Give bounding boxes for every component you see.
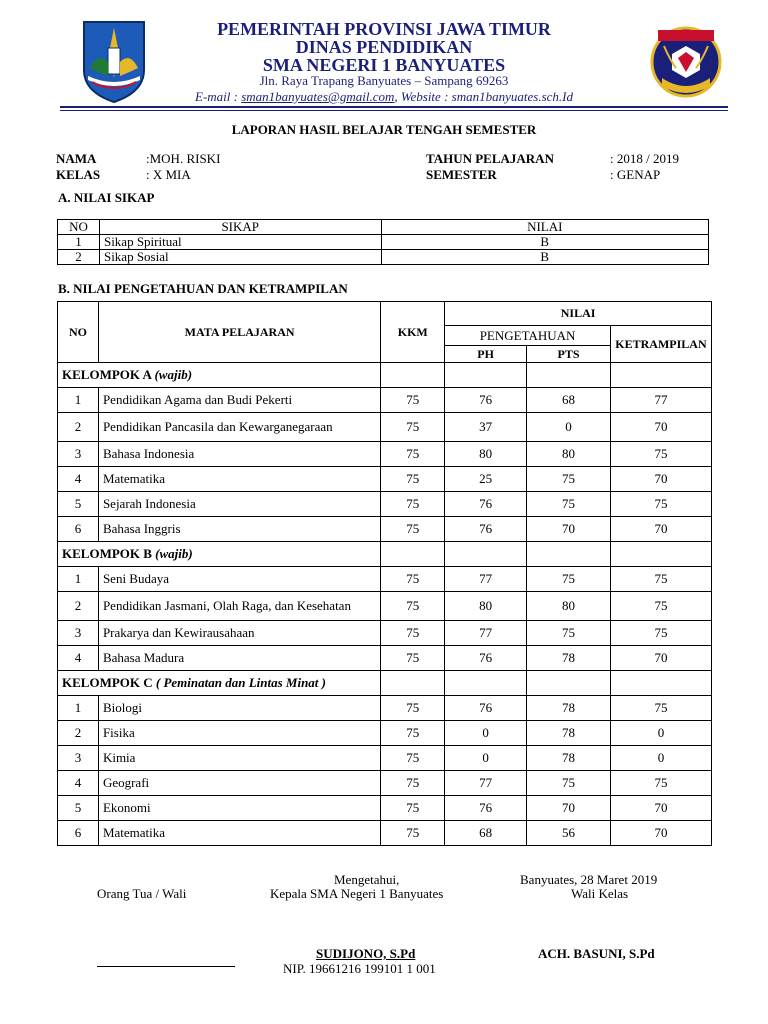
row-no: 2 (58, 721, 99, 746)
empty-cell (381, 363, 445, 388)
table-row (58, 696, 712, 721)
header-contact (0, 89, 768, 105)
col-sikap: SIKAP (99, 220, 381, 235)
row-ketrampilan: 70 (610, 821, 711, 846)
group-label (58, 542, 381, 567)
row-no: 4 (58, 771, 99, 796)
place-date: Banyuates, 28 Maret 2019 (520, 872, 658, 887)
row-ph: 76 (445, 796, 527, 821)
group-row (58, 671, 712, 696)
row-sikap: Sikap Spiritual (99, 235, 381, 250)
row-sikap: Sikap Sosial (99, 250, 381, 265)
grades-header-row-1 (58, 302, 712, 326)
row-ketrampilan: 70 (610, 646, 711, 671)
row-ph: 77 (445, 621, 527, 646)
row-kkm: 75 (381, 696, 445, 721)
report-title: LAPORAN HASIL BELAJAR TENGAH SEMESTER (231, 122, 537, 137)
kelas-value: : X MIA (146, 167, 191, 182)
table-row (58, 442, 712, 467)
row-mapel: Pendidikan Pancasila dan Kewarganegaraan (98, 413, 380, 442)
row-kkm: 75 (381, 721, 445, 746)
row-kkm: 75 (381, 492, 445, 517)
row-kkm: 75 (381, 771, 445, 796)
table-row (58, 821, 712, 846)
row-no: 4 (58, 646, 99, 671)
row-pts: 78 (527, 646, 611, 671)
table-row (58, 413, 712, 442)
empty-cell (445, 542, 527, 567)
tahun-value: : 2018 / 2019 (610, 151, 679, 166)
row-mapel: Bahasa Indonesia (98, 442, 380, 467)
row-ketrampilan: 75 (610, 621, 711, 646)
table-row (58, 388, 712, 413)
row-pts: 56 (527, 821, 611, 846)
header-address: Jln. Raya Trapang Banyuates – Sampang 69263 (259, 73, 509, 88)
col-kkm: KKM (381, 302, 445, 363)
empty-cell (381, 671, 445, 696)
row-kkm: 75 (381, 746, 445, 771)
row-mapel: Matematika (98, 467, 380, 492)
row-mapel: Biologi (98, 696, 380, 721)
empty-cell (527, 542, 611, 567)
row-ph: 76 (445, 696, 527, 721)
row-pts: 75 (527, 621, 611, 646)
semester-value: : GENAP (610, 167, 661, 182)
website-text: sman1banyuates.sch.Id (451, 89, 573, 104)
table-row (58, 746, 712, 771)
col-mapel: MATA PELAJARAN (98, 302, 380, 363)
group-note: (wajib) (154, 367, 193, 382)
row-ph: 77 (445, 771, 527, 796)
row-pts: 78 (527, 721, 611, 746)
nama-value: :MOH. RISKI (146, 151, 221, 166)
row-ph: 80 (445, 592, 527, 621)
row-mapel: Prakarya dan Kewirausahaan (98, 621, 380, 646)
row-ph: 76 (445, 517, 527, 542)
header-divider (60, 106, 728, 108)
table-row (58, 567, 712, 592)
row-mapel: Pendidikan Agama dan Budi Pekerti (98, 388, 380, 413)
row-ketrampilan: 75 (610, 567, 711, 592)
row-ketrampilan: 70 (610, 467, 711, 492)
row-ph: 0 (445, 721, 527, 746)
col-no: NO (58, 302, 99, 363)
row-ph: 80 (445, 442, 527, 467)
col-ph: PH (445, 346, 527, 363)
header-divider-thin (60, 110, 728, 111)
row-ketrampilan: 70 (610, 517, 711, 542)
empty-cell (445, 363, 527, 388)
row-no: 3 (58, 746, 99, 771)
row-no: 1 (58, 567, 99, 592)
row-mapel: Pendidikan Jasmani, Olah Raga, dan Kesehatan (98, 592, 380, 621)
row-no: 2 (58, 250, 100, 265)
table-row (58, 621, 712, 646)
row-ph: 25 (445, 467, 527, 492)
row-no: 5 (58, 796, 99, 821)
row-ph: 76 (445, 492, 527, 517)
parent-label: Orang Tua / Wali (97, 886, 187, 901)
kepala-label: Kepala SMA Negeri 1 Banyuates (270, 886, 444, 901)
row-nilai: B (381, 250, 708, 265)
row-ketrampilan: 0 (610, 746, 711, 771)
row-kkm: 75 (381, 467, 445, 492)
row-ketrampilan: 75 (610, 492, 711, 517)
row-ketrampilan: 75 (610, 592, 711, 621)
col-nilai: NILAI (445, 302, 712, 326)
empty-cell (445, 671, 527, 696)
row-pts: 75 (527, 492, 611, 517)
sikap-table (57, 219, 709, 265)
row-mapel: Seni Budaya (98, 567, 380, 592)
row-no: 3 (58, 442, 99, 467)
sikap-header-row (58, 220, 709, 235)
grades-table (57, 301, 712, 846)
row-no: 1 (58, 388, 99, 413)
row-no: 1 (58, 235, 100, 250)
table-row (58, 467, 712, 492)
row-mapel: Geografi (98, 771, 380, 796)
row-kkm: 75 (381, 388, 445, 413)
kepala-nip: NIP. 19661216 199101 1 001 (283, 961, 436, 976)
row-ph: 76 (445, 388, 527, 413)
row-ketrampilan: 75 (610, 442, 711, 467)
row-kkm: 75 (381, 796, 445, 821)
row-mapel: Fisika (98, 721, 380, 746)
tahun-label: TAHUN PELAJARAN (426, 151, 554, 166)
row-ketrampilan: 70 (610, 796, 711, 821)
nama-label: NAMA (56, 151, 97, 166)
row-no: 6 (58, 517, 99, 542)
row-mapel: Bahasa Inggris (98, 517, 380, 542)
group-name: KELOMPOK A (62, 367, 155, 382)
row-kkm: 75 (381, 646, 445, 671)
mengetahui-label: Mengetahui, (334, 872, 400, 887)
empty-cell (527, 363, 611, 388)
row-mapel: Matematika (98, 821, 380, 846)
email-link[interactable]: sman1banyuates@gmail.com (241, 89, 395, 104)
row-ph: 37 (445, 413, 527, 442)
col-nilai: NILAI (381, 220, 708, 235)
row-pts: 80 (527, 592, 611, 621)
row-no: 3 (58, 621, 99, 646)
empty-cell (527, 671, 611, 696)
kelas-label: KELAS (56, 167, 101, 182)
row-pts: 78 (527, 746, 611, 771)
col-ketrampilan: KETRAMPILAN (610, 326, 711, 363)
row-ph: 77 (445, 567, 527, 592)
row-nilai: B (381, 235, 708, 250)
table-row (58, 771, 712, 796)
row-no: 6 (58, 821, 99, 846)
row-pts: 75 (527, 467, 611, 492)
section-b-heading: B. NILAI PENGETAHUAN DAN KETRAMPILAN (58, 281, 348, 296)
row-mapel: Bahasa Madura (98, 646, 380, 671)
table-row (58, 492, 712, 517)
group-note: ( Peminatan dan Lintas Minat ) (155, 675, 327, 690)
col-pengetahuan: PENGETAHUAN (445, 326, 611, 346)
wali-label: Wali Kelas (571, 886, 629, 901)
empty-cell (610, 363, 711, 388)
header-line-1: PEMERINTAH PROVINSI JAWA TIMUR (217, 19, 551, 39)
empty-cell (610, 542, 711, 567)
group-row (58, 542, 712, 567)
row-no: 1 (58, 696, 99, 721)
row-pts: 68 (527, 388, 611, 413)
website-label: , Website : (394, 89, 452, 104)
row-pts: 0 (527, 413, 611, 442)
row-kkm: 75 (381, 413, 445, 442)
row-kkm: 75 (381, 567, 445, 592)
row-ph: 76 (445, 646, 527, 671)
group-name: KELOMPOK B (62, 546, 156, 561)
row-pts: 78 (527, 696, 611, 721)
parent-signature-line (97, 966, 235, 967)
kepala-name: SUDIJONO, S.Pd (316, 946, 416, 961)
row-ketrampilan: 75 (610, 696, 711, 721)
empty-cell (381, 542, 445, 567)
row-no: 5 (58, 492, 99, 517)
row-mapel: Ekonomi (98, 796, 380, 821)
row-kkm: 75 (381, 621, 445, 646)
table-row (58, 646, 712, 671)
row-no: 2 (58, 413, 99, 442)
row-pts: 70 (527, 517, 611, 542)
row-ph: 0 (445, 746, 527, 771)
row-pts: 70 (527, 796, 611, 821)
row-pts: 80 (527, 442, 611, 467)
header-line-2: DINAS PENDIDIKAN (295, 37, 473, 57)
wali-name: ACH. BASUNI, S.Pd (538, 946, 655, 961)
table-row (58, 517, 712, 542)
row-no: 4 (58, 467, 99, 492)
row-pts: 75 (527, 771, 611, 796)
email-label: E-mail : (195, 89, 242, 104)
group-label (58, 363, 381, 388)
row-ketrampilan: 77 (610, 388, 711, 413)
row-kkm: 75 (381, 517, 445, 542)
semester-label: SEMESTER (426, 167, 497, 182)
group-name: KELOMPOK C (62, 675, 156, 690)
row-kkm: 75 (381, 592, 445, 621)
row-mapel: Sejarah Indonesia (98, 492, 380, 517)
group-label (58, 671, 381, 696)
group-note: (wajib) (155, 546, 193, 561)
col-pts: PTS (527, 346, 611, 363)
table-row (58, 592, 712, 621)
empty-cell (610, 671, 711, 696)
row-ketrampilan: 70 (610, 413, 711, 442)
row-kkm: 75 (381, 821, 445, 846)
section-a-heading: A. NILAI SIKAP (58, 190, 155, 205)
row-pts: 75 (527, 567, 611, 592)
row-kkm: 75 (381, 442, 445, 467)
table-row (58, 796, 712, 821)
row-no: 2 (58, 592, 99, 621)
header-school-name: SMA NEGERI 1 BANYUATES (262, 55, 506, 75)
row-ketrampilan: 0 (610, 721, 711, 746)
col-no: NO (58, 220, 100, 235)
table-row (58, 721, 712, 746)
row-ketrampilan: 75 (610, 771, 711, 796)
row-ph: 68 (445, 821, 527, 846)
row-mapel: Kimia (98, 746, 380, 771)
group-row (58, 363, 712, 388)
table-row (58, 250, 709, 265)
table-row (58, 235, 709, 250)
